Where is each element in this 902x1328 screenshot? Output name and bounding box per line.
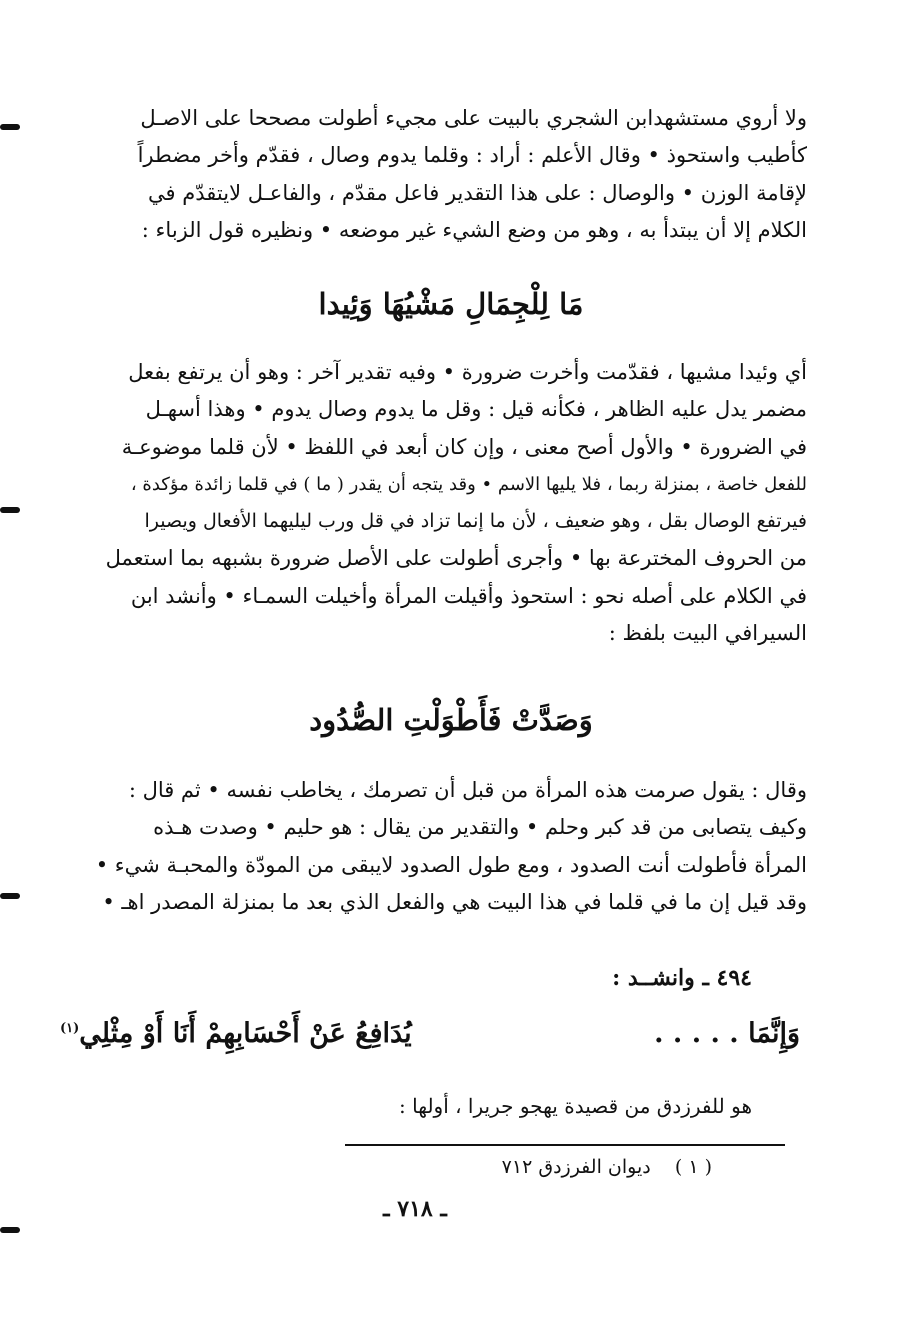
poem-intro: هو للفرزدق من قصيدة يهجو جريرا ، أولها : — [399, 1094, 752, 1118]
poem-hemistich-text: يُدَافِعُ عَنْ أَحْسَابِهِمْ أَنَا أَوْ مِثْلِي — [79, 1018, 412, 1049]
text-line: مضمر يدل عليه الظاهر ، فكأنه قيل : وقل ما يدوم وصال يدوم • وهذا أسهـل — [145, 397, 807, 422]
entry-heading: ٤٩٤ ـ وانشــد : — [612, 965, 752, 991]
paragraph-3 — [52, 772, 807, 921]
text-line: في الضرورة • والأول أصح معنى ، وإن كان أبعد في اللفظ • لأن قلما موضوعـة — [121, 434, 807, 459]
text-line: وقال : يقول صرمت هذه المرأة من قبل أن تصرمك ، يخاطب نفسه • ثم قال : — [128, 778, 807, 802]
footnote-number: ( ١ ) — [674, 1156, 712, 1178]
text-line: الكلام إلا أن يبتدأ به ، وهو من وضع الشيء غير موضعه • ونظيره قول الزباء : — [141, 217, 807, 242]
quoted-verse: وَصَدَّتْ فَأَطْوَلْتِ الصُّدُود — [309, 703, 593, 737]
footnote-text: ديوان الفرزدق ٧١٢ — [501, 1156, 651, 1178]
text-line: أي وئيدا مشيها ، فقدّمت وأخرت ضرورة • وفيه تقدير آخر : وهو أن يرتفع بفعل — [128, 360, 807, 384]
footnote — [502, 1156, 712, 1178]
text-line: المرأة فأطولت أنت الصدود ، ومع طول الصدود لايبقى من المودّة والمحبـة شيء • — [95, 852, 807, 877]
text-line: السيرافي البيت بلفظ : — [608, 621, 807, 646]
margin-mark — [0, 507, 20, 513]
text-line: كأطيب واستحوذ • وقال الأعلم : أراد : وقلما يدوم وصال ، فقدّم وأخر مضطراً — [137, 143, 807, 168]
margin-mark — [0, 893, 20, 899]
text-line: في الكلام على أصله نحو : استحوذ وأقيلت المرأة وأخيلت السمـاء • وأنشد ابن — [130, 583, 807, 608]
text-line: وكيف يتصابى من قد كبر وحلم • والتقدير من يقال : هو حليم • وصدت هـذه — [153, 815, 807, 840]
quoted-verse: مَا لِلْجِمَالِ مَشْيُهَا وَئِيدا — [318, 287, 584, 321]
footnote-reference: (١) — [60, 1021, 80, 1036]
poem-hemistich-first: وَإِنَّمَا . . . . . — [654, 1018, 800, 1049]
poem-line — [60, 1018, 800, 1064]
text-line: من الحروف المخترعة بها • وأجرى أطولت على الأصل ضرورة بشبهه بما استعمل — [105, 546, 807, 571]
margin-mark — [0, 124, 20, 130]
paragraph-1 — [52, 100, 807, 249]
paragraph-2 — [52, 354, 807, 652]
margin-mark — [0, 1227, 20, 1233]
poem-hemistich-second — [60, 1018, 412, 1049]
footnote-divider — [345, 1144, 785, 1146]
text-line: لإقامة الوزن • والوصال : على هذا التقدير فاعل مقدّم ، والفاعـل لايتقدّم في — [148, 180, 807, 205]
text-line: فيرتفع الوصال بقل ، وهو ضعيف ، لأن ما إنما تزاد في قل ورب ليليهما الأفعال ويصيرا — [144, 510, 807, 533]
text-line: ولا أروي مستشهدابن الشجري بالبيت على مجيء أطولت مصححا على الاصـل — [140, 106, 807, 130]
text-line: للفعل خاصة ، بمنزلة ربما ، فلا يليها الاسم • وقد يتجه أن يقدر ( ما ) في قلما زائدة مؤكدة ، — [130, 473, 807, 495]
page-number: ـ ٧١٨ ـ — [383, 1196, 447, 1222]
text-line: وقد قيل إن ما في قلما في هذا البيت هي والفعل الذي بعد ما بمنزلة المصدر اهـ • — [102, 889, 807, 914]
